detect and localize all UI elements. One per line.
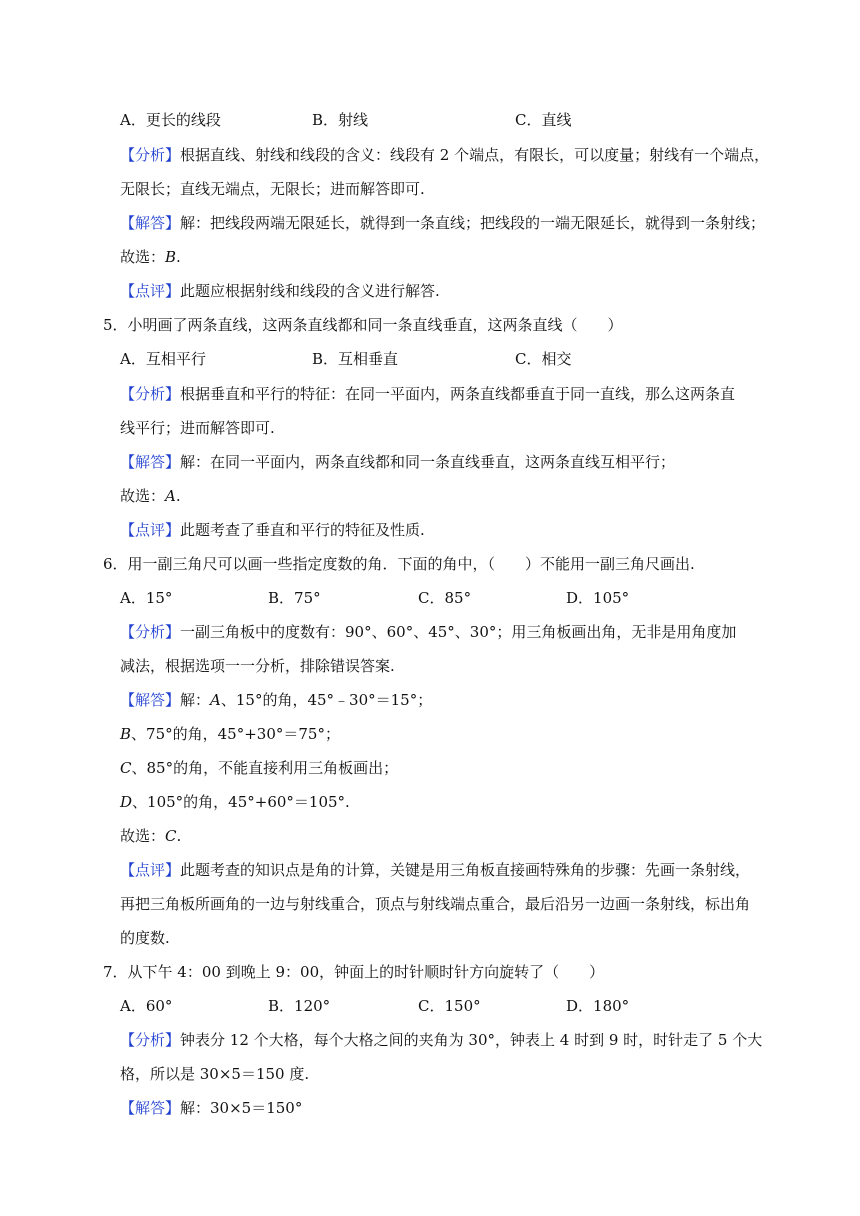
comment-text: 此题考查了垂直和平行的特征及性质. [180,521,425,539]
q5-analysis [120,384,735,404]
q6-comment-cont2: 的度数. [120,929,170,947]
option-a: A．互相平行 [120,350,206,368]
comment-tag: 【点评】 [120,282,181,300]
analysis-tag: 【分析】 [120,623,181,641]
answer-var: D [120,793,133,811]
q7-analysis [120,1030,762,1050]
q5-analysis-cont: 线平行；进而解答即可. [120,419,275,437]
answer-tag: 【解答】 [120,691,181,709]
analysis-text: 一副三角板中的度数有：90°、60°、45°、30°；用三角板画出角，无非是用角度加 [180,623,737,641]
option-b: B．射线 [312,111,369,129]
choice-label: 故选： [120,248,166,266]
option-c: C．相交 [515,350,572,368]
answer-var: C [120,759,132,777]
answer-text: 、105°的角，45°+60°＝105°. [132,793,350,811]
q4-comment [120,281,440,301]
analysis-text: 根据垂直和平行的特征：在同一平面内，两条直线都垂直于同一直线，那么这两条直 [180,385,736,403]
option-c: C．85° [418,589,472,607]
option-a: A．15° [120,589,173,607]
answer-tag: 【解答】 [120,1099,181,1117]
q4-analysis [120,145,769,165]
analysis-tag: 【分析】 [120,146,181,164]
analysis-text: 钟表分 12 个大格，每个大格之间的夹角为 30°，钟表上 4 时到 9 时，时针走了 5 个大 [180,1031,763,1049]
option-b: B．互相垂直 [312,350,399,368]
q7-answer [120,1098,302,1118]
option-d: D．105° [566,589,630,607]
comment-tag: 【点评】 [120,521,181,539]
option-a: A．60° [120,997,173,1015]
q6-answer-c [120,758,398,778]
q7-analysis-cont: 格，所以是 30×5＝150 度. [120,1065,310,1083]
option-c: C．直线 [515,111,572,129]
option-c: C．150° [418,997,481,1015]
answer-tag: 【解答】 [120,453,181,471]
q5-comment [120,520,425,540]
comment-text: 此题考查的知识点是角的计算，关键是用三角板直接画特殊角的步骤：先画一条射线， [180,861,751,879]
q6-answer-b [120,724,340,744]
answer-text: 、75°的角，45°+30°＝75°； [131,725,340,743]
q4-answer [120,213,765,233]
answer-var: A [210,691,221,709]
q4-choice [120,247,181,267]
q5-answer [120,452,675,472]
choice-end: . [176,827,182,845]
option-b: B．120° [268,997,331,1015]
choice-label: 故选： [120,827,166,845]
option-a: A．更长的线段 [120,111,221,129]
q6-answer-d [120,792,350,812]
analysis-tag: 【分析】 [120,385,181,403]
choice-label: 故选： [120,487,166,505]
q6-analysis-cont: 减法，根据选项一一分析，排除错误答案. [120,657,395,675]
answer-var: B [120,725,132,743]
comment-tag: 【点评】 [120,861,181,879]
q6-comment [120,860,750,880]
option-b: B．75° [268,589,321,607]
comment-text: 此题应根据射线和线段的含义进行解答. [180,282,440,300]
option-d: D．180° [566,997,630,1015]
choice-end: . [175,487,181,505]
answer-prefix: 解： [180,691,211,709]
q5-stem: 5．小明画了两条直线，这两条直线都和同一条直线垂直，这两条直线（ ） [103,316,623,334]
choice-value: A [165,487,176,505]
q6-choice [120,826,181,846]
answer-text: 解：30×5＝150° [180,1099,303,1117]
answer-text: 、85°的角，不能直接利用三角板画出； [131,759,399,777]
answer-text: 、15°的角，45°﹣30°＝15°； [220,691,433,709]
q6-answer-a [120,690,432,710]
analysis-tag: 【分析】 [120,1031,181,1049]
answer-text: 解：把线段两端无限延长，就得到一条直线；把线段的一端无限延长，就得到一条射线； [180,214,766,232]
q4-analysis-cont: 无限长；直线无端点，无限长；进而解答即可. [120,180,425,198]
q5-choice [120,486,181,506]
q6-stem: 6．用一副三角尺可以画一些指定度数的角．下面的角中，（ ）不能用一副三角尺画出. [103,555,695,573]
answer-tag: 【解答】 [120,214,181,232]
q6-analysis [120,622,736,642]
choice-value: C [165,827,177,845]
choice-end: . [176,248,181,266]
q7-stem: 7．从下午 4：00 到晚上 9：00，钟面上的时针顺时针方向旋转了（ ） [103,963,605,981]
q6-comment-cont: 再把三角板所画角的一边与射线重合，顶点与射线端点重合，最后沿另一边画一条射线，标出角 [120,895,751,913]
answer-text: 解：在同一平面内，两条直线都和同一条直线垂直，这两条直线互相平行； [180,453,676,471]
analysis-text: 根据直线、射线和线段的含义：线段有 2 个端点，有限长，可以度量；射线有一个端点， [180,146,770,164]
choice-value: B [165,248,177,266]
